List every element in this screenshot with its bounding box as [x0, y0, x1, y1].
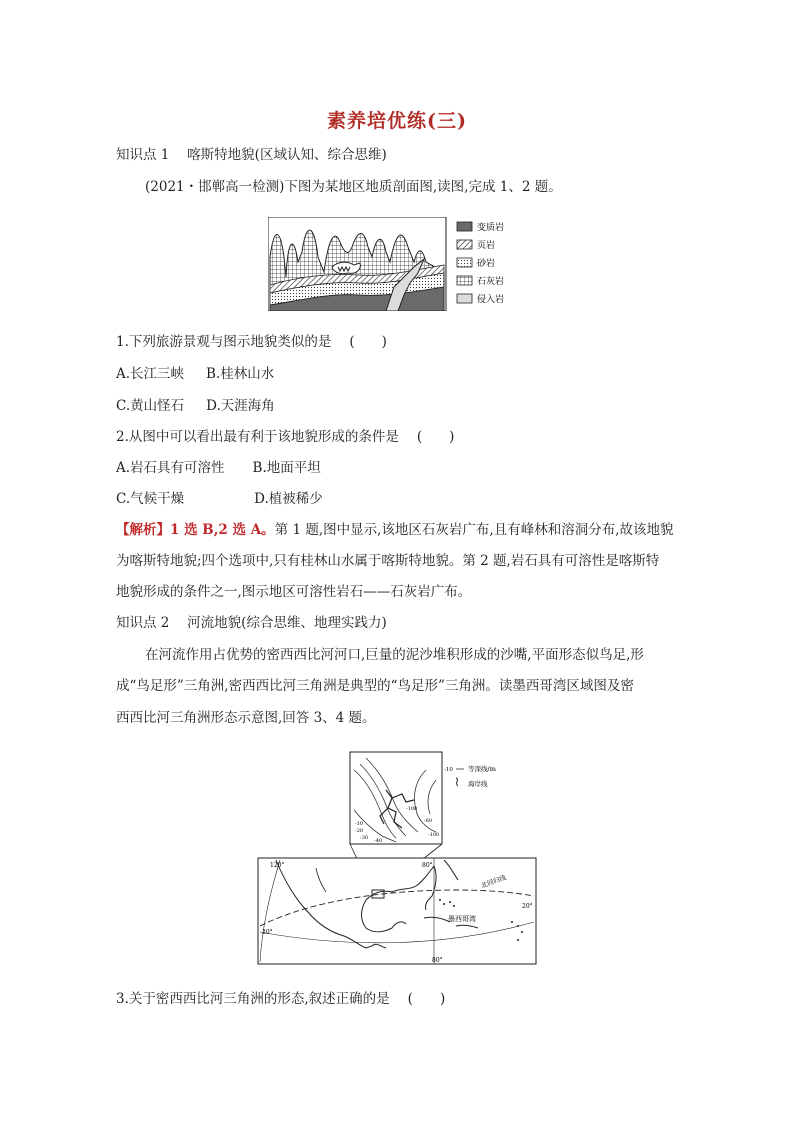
analysis-line-2: 为喀斯特地貌;四个选项中,只有桂林山水属于喀斯特地貌。第 2 题,岩石具有可溶性是喀斯特 [116, 553, 660, 569]
figure1-legend [457, 221, 504, 305]
section-heading-1: 知识点 1 喀斯特地貌(区域认知、综合思维) [116, 147, 387, 163]
legend-item-shale: 页岩 [477, 241, 496, 251]
answer-blank: ( ) [349, 334, 387, 350]
analysis-label: 【解析】1 选 B,2 选 A。 [116, 522, 275, 538]
question-1-options-row1 [116, 365, 274, 383]
depth-label: -20 [355, 828, 364, 834]
depth-label: -60 [424, 818, 433, 824]
question-2-options-row1 [116, 459, 321, 477]
gulf-of-mexico-map [256, 750, 540, 966]
question-2-text: 2.从图中可以看出最有利于该地貌形成的条件是 [116, 429, 399, 445]
legend-item-metamorphic: 变质岩 [477, 223, 505, 233]
analysis-line-1 [116, 521, 674, 539]
analysis-line-3: 地貌形成的条件之一,图示地区可溶性岩石——石灰岩广布。 [116, 584, 472, 600]
question-1-text: 1.下列旅游景观与图示地貌类似的是 [116, 334, 332, 350]
question-2-stem [116, 428, 454, 446]
page-title: 素养培优练(三) [327, 110, 467, 132]
lat-label: 20° [262, 929, 273, 936]
option-c: C.气候干燥 [116, 491, 185, 507]
section-heading-2: 知识点 2 河流地貌(综合思维、地理实践力) [116, 615, 387, 631]
legend-item-sandstone: 砂岩 [477, 259, 496, 269]
analysis-text: 第 1 题,图中显示,该地区石灰岩广布,且有峰林和溶洞分布,故该地貌 [274, 522, 674, 538]
question-3-stem [116, 990, 445, 1008]
question-1-options-row2 [116, 397, 275, 415]
option-d: D.植被稀少 [254, 491, 323, 507]
lat-label: 20° [522, 903, 533, 910]
depth-label: -10 [355, 821, 364, 827]
legend-depth-sample: -10 [444, 767, 453, 773]
intro-text-1: (2021・邯郸高一检测)下图为某地区地质剖面图,读图,完成 1、2 题。 [145, 179, 562, 195]
question-1-stem [116, 333, 387, 351]
question-2-options-row2 [116, 490, 323, 508]
paragraph-2-line-2: 成“鸟足形”三角洲,密西西比河三角洲是典型的“鸟足形”三角洲。读墨西哥湾区域图及密 [116, 678, 634, 694]
paragraph-2-line-3: 西西比河三角洲形态示意图,回答 3、4 题。 [116, 710, 376, 726]
legend-item-limestone: 石灰岩 [477, 277, 505, 287]
legend-item-intrusive: 侵入岩 [477, 295, 505, 305]
geologic-profile-figure [268, 217, 526, 311]
option-c: C.黄山怪石 [116, 398, 185, 414]
option-a: A.岩石具有可溶性 [116, 460, 225, 476]
lon-label: 80° [422, 862, 433, 869]
question-3-text: 3.关于密西西比河三角洲的形态,叙述正确的是 [116, 991, 390, 1007]
depth-label: -40 [374, 838, 383, 844]
gulf-label: 墨西哥湾 [448, 915, 476, 923]
option-d: D.天涯海角 [206, 398, 275, 414]
answer-blank: ( ) [407, 991, 446, 1007]
lon-label: 120° [270, 862, 285, 869]
tropic-label: 北回归线 [479, 873, 508, 890]
legend-coastline: 海岸线 [468, 780, 488, 788]
lon-label: 80° [432, 957, 443, 964]
paragraph-2-line-1: 在河流作用占优势的密西西比河河口,巨量的泥沙堆积形成的沙嘴,平面形态似鸟足,形 [145, 647, 644, 663]
depth-label: -100 [406, 806, 418, 812]
legend-isobath: 等深线/m [468, 765, 496, 773]
answer-blank: ( ) [416, 429, 455, 445]
option-a: A.长江三峡 [116, 366, 185, 382]
option-b: B.地面平坦 [252, 460, 321, 476]
option-b: B.桂林山水 [206, 366, 275, 382]
depth-label: -100 [428, 832, 440, 838]
depth-label: -30 [360, 835, 369, 841]
